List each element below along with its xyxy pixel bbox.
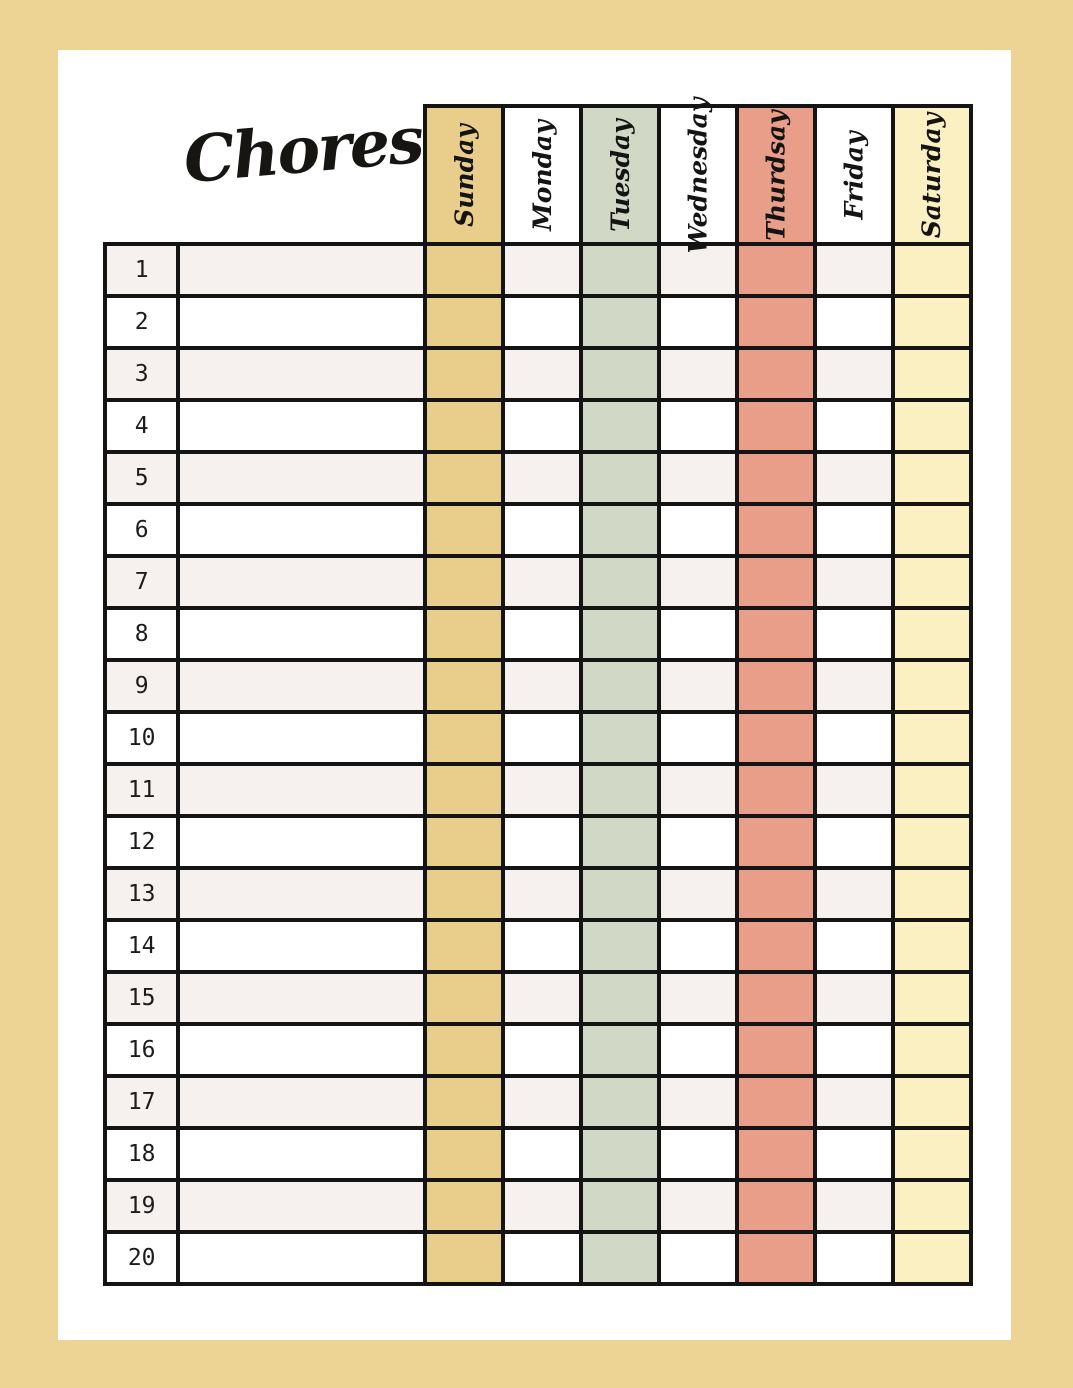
day-header-wrap: [817, 108, 891, 242]
day-check-cell-sunday[interactable]: [425, 712, 503, 764]
day-check-cell-sunday[interactable]: [425, 660, 503, 712]
day-check-cell-tuesday[interactable]: [581, 296, 659, 348]
day-check-cell-wednesday[interactable]: [659, 504, 737, 556]
day-check-cell-wednesday[interactable]: [659, 608, 737, 660]
chore-name-cell[interactable]: [178, 244, 425, 296]
day-check-cell-saturday[interactable]: [893, 816, 971, 868]
day-check-cell-monday[interactable]: [503, 1076, 581, 1128]
day-check-cell-friday[interactable]: [815, 972, 893, 1024]
row-number-cell: 10: [105, 712, 178, 764]
day-check-cell-wednesday[interactable]: [659, 816, 737, 868]
chore-name-cell[interactable]: [178, 764, 425, 816]
day-header-wrap: [739, 108, 813, 242]
day-check-cell-monday[interactable]: [503, 296, 581, 348]
chore-row: [105, 972, 971, 1024]
day-check-cell-tuesday[interactable]: [581, 816, 659, 868]
day-check-cell-monday[interactable]: [503, 504, 581, 556]
chore-row: [105, 712, 971, 764]
header-row: [105, 106, 971, 244]
day-check-cell-wednesday[interactable]: [659, 1180, 737, 1232]
chore-row: [105, 296, 971, 348]
day-check-cell-sunday[interactable]: [425, 972, 503, 1024]
day-check-cell-thurdsay[interactable]: [737, 868, 815, 920]
day-check-cell-monday[interactable]: [503, 348, 581, 400]
day-check-cell-sunday[interactable]: [425, 1232, 503, 1284]
day-check-cell-monday[interactable]: [503, 660, 581, 712]
day-label: Thurdsay: [761, 109, 791, 241]
day-check-cell-wednesday[interactable]: [659, 452, 737, 504]
day-check-cell-thurdsay[interactable]: [737, 452, 815, 504]
day-check-cell-sunday[interactable]: [425, 764, 503, 816]
day-label: Tuesday: [605, 118, 635, 232]
day-check-cell-thurdsay[interactable]: [737, 1076, 815, 1128]
day-check-cell-monday[interactable]: [503, 608, 581, 660]
chore-name-cell[interactable]: [178, 1076, 425, 1128]
chore-row: [105, 1180, 971, 1232]
chore-row: [105, 816, 971, 868]
day-check-cell-thurdsay[interactable]: [737, 1024, 815, 1076]
day-check-cell-monday[interactable]: [503, 1128, 581, 1180]
row-number-cell: 2: [105, 296, 178, 348]
day-check-cell-sunday[interactable]: [425, 244, 503, 296]
day-check-cell-friday[interactable]: [815, 1076, 893, 1128]
day-check-cell-monday[interactable]: [503, 972, 581, 1024]
day-check-cell-sunday[interactable]: [425, 296, 503, 348]
chore-row: [105, 608, 971, 660]
chore-name-cell[interactable]: [178, 816, 425, 868]
row-number-cell: 8: [105, 608, 178, 660]
day-check-cell-monday[interactable]: [503, 1232, 581, 1284]
day-check-cell-saturday[interactable]: [893, 608, 971, 660]
day-check-cell-thurdsay[interactable]: [737, 712, 815, 764]
day-check-cell-tuesday[interactable]: [581, 452, 659, 504]
row-number-cell: 15: [105, 972, 178, 1024]
chore-row: [105, 452, 971, 504]
chore-row: [105, 244, 971, 296]
chore-name-cell[interactable]: [178, 868, 425, 920]
day-check-cell-friday[interactable]: [815, 1024, 893, 1076]
day-check-cell-wednesday[interactable]: [659, 1024, 737, 1076]
day-check-cell-saturday[interactable]: [893, 660, 971, 712]
day-header-friday: [815, 106, 893, 244]
table-body: [105, 244, 971, 1284]
chore-row: [105, 348, 971, 400]
day-check-cell-friday[interactable]: [815, 660, 893, 712]
day-check-cell-wednesday[interactable]: [659, 1128, 737, 1180]
day-header-saturday: [893, 106, 971, 244]
chore-row: [105, 660, 971, 712]
day-check-cell-sunday[interactable]: [425, 1076, 503, 1128]
day-check-cell-tuesday[interactable]: [581, 1128, 659, 1180]
day-check-cell-monday[interactable]: [503, 712, 581, 764]
day-check-cell-saturday[interactable]: [893, 1076, 971, 1128]
day-check-cell-sunday[interactable]: [425, 816, 503, 868]
day-check-cell-thurdsay[interactable]: [737, 296, 815, 348]
row-number-cell: 12: [105, 816, 178, 868]
day-check-cell-thurdsay[interactable]: [737, 244, 815, 296]
day-check-cell-sunday[interactable]: [425, 868, 503, 920]
day-check-cell-saturday[interactable]: [893, 1232, 971, 1284]
day-check-cell-tuesday[interactable]: [581, 660, 659, 712]
chore-row: [105, 1024, 971, 1076]
row-number-cell: 7: [105, 556, 178, 608]
chore-name-cell[interactable]: [178, 972, 425, 1024]
title-spacer: [105, 106, 425, 244]
day-check-cell-thurdsay[interactable]: [737, 1232, 815, 1284]
chore-row: [105, 1076, 971, 1128]
day-check-cell-monday[interactable]: [503, 400, 581, 452]
row-number-cell: 14: [105, 920, 178, 972]
row-number-cell: 11: [105, 764, 178, 816]
day-check-cell-saturday[interactable]: [893, 296, 971, 348]
chore-row: [105, 556, 971, 608]
chore-row: [105, 1232, 971, 1284]
day-check-cell-tuesday[interactable]: [581, 1180, 659, 1232]
chores-table: [103, 97, 973, 1286]
page-title: Chores: [180, 102, 426, 198]
day-check-cell-thurdsay[interactable]: [737, 920, 815, 972]
day-check-cell-friday[interactable]: [815, 764, 893, 816]
day-header-sunday: [425, 106, 503, 244]
day-check-cell-tuesday[interactable]: [581, 1232, 659, 1284]
day-check-cell-wednesday[interactable]: [659, 556, 737, 608]
day-check-cell-sunday[interactable]: [425, 504, 503, 556]
chore-name-cell[interactable]: [178, 608, 425, 660]
chore-name-cell[interactable]: [178, 712, 425, 764]
day-check-cell-monday[interactable]: [503, 816, 581, 868]
day-check-cell-wednesday[interactable]: [659, 296, 737, 348]
day-check-cell-saturday[interactable]: [893, 556, 971, 608]
day-check-cell-wednesday[interactable]: [659, 764, 737, 816]
chore-row: [105, 868, 971, 920]
day-header-wednesday: [659, 97, 737, 253]
day-check-cell-monday[interactable]: [503, 1180, 581, 1232]
day-check-cell-tuesday[interactable]: [581, 608, 659, 660]
day-check-cell-sunday[interactable]: [425, 1128, 503, 1180]
day-check-cell-friday[interactable]: [815, 296, 893, 348]
day-check-cell-friday[interactable]: [815, 452, 893, 504]
row-number-cell: 3: [105, 348, 178, 400]
day-check-cell-saturday[interactable]: [893, 868, 971, 920]
chore-name-cell[interactable]: [178, 1180, 425, 1232]
day-check-cell-tuesday[interactable]: [581, 504, 659, 556]
day-label: Wednesday: [683, 97, 713, 253]
row-number-cell: 19: [105, 1180, 178, 1232]
table-header: [105, 97, 971, 253]
day-check-cell-wednesday[interactable]: [659, 660, 737, 712]
day-check-cell-friday[interactable]: [815, 868, 893, 920]
row-number-cell: 20: [105, 1232, 178, 1284]
day-check-cell-wednesday[interactable]: [659, 972, 737, 1024]
chore-row: [105, 504, 971, 556]
day-check-cell-sunday[interactable]: [425, 556, 503, 608]
day-check-cell-saturday[interactable]: [893, 1180, 971, 1232]
day-check-cell-friday[interactable]: [815, 400, 893, 452]
day-check-cell-thurdsay[interactable]: [737, 816, 815, 868]
row-number-cell: 5: [105, 452, 178, 504]
day-check-cell-wednesday[interactable]: [659, 1076, 737, 1128]
day-check-cell-sunday[interactable]: [425, 348, 503, 400]
day-check-cell-tuesday[interactable]: [581, 764, 659, 816]
day-check-cell-saturday[interactable]: [893, 764, 971, 816]
day-check-cell-tuesday[interactable]: [581, 348, 659, 400]
day-check-cell-thurdsay[interactable]: [737, 660, 815, 712]
day-check-cell-friday[interactable]: [815, 504, 893, 556]
chore-name-cell[interactable]: [178, 1232, 425, 1284]
day-check-cell-wednesday[interactable]: [659, 920, 737, 972]
day-check-cell-saturday[interactable]: [893, 244, 971, 296]
day-check-cell-tuesday[interactable]: [581, 712, 659, 764]
row-number-cell: 16: [105, 1024, 178, 1076]
day-check-cell-friday[interactable]: [815, 816, 893, 868]
day-label: Monday: [527, 119, 557, 231]
day-check-cell-saturday[interactable]: [893, 972, 971, 1024]
day-header-wrap: [583, 108, 657, 242]
day-check-cell-tuesday[interactable]: [581, 244, 659, 296]
day-check-cell-thurdsay[interactable]: [737, 504, 815, 556]
day-check-cell-friday[interactable]: [815, 1232, 893, 1284]
day-check-cell-wednesday[interactable]: [659, 1232, 737, 1284]
day-check-cell-thurdsay[interactable]: [737, 972, 815, 1024]
row-number-cell: 6: [105, 504, 178, 556]
day-check-cell-saturday[interactable]: [893, 1024, 971, 1076]
paper-sheet: [58, 50, 1011, 1340]
day-check-cell-thurdsay[interactable]: [737, 348, 815, 400]
day-check-cell-thurdsay[interactable]: [737, 556, 815, 608]
day-check-cell-wednesday[interactable]: [659, 400, 737, 452]
day-check-cell-friday[interactable]: [815, 556, 893, 608]
day-check-cell-tuesday[interactable]: [581, 920, 659, 972]
day-check-cell-saturday[interactable]: [893, 712, 971, 764]
chore-row: [105, 1128, 971, 1180]
day-check-cell-wednesday[interactable]: [659, 348, 737, 400]
chore-row: [105, 400, 971, 452]
day-check-cell-friday[interactable]: [815, 712, 893, 764]
chore-name-cell[interactable]: [178, 400, 425, 452]
chore-name-cell[interactable]: [178, 1024, 425, 1076]
day-check-cell-friday[interactable]: [815, 244, 893, 296]
day-label: Friday: [839, 130, 869, 220]
day-check-cell-saturday[interactable]: [893, 504, 971, 556]
chore-name-cell[interactable]: [178, 1128, 425, 1180]
day-check-cell-monday[interactable]: [503, 452, 581, 504]
day-check-cell-monday[interactable]: [503, 920, 581, 972]
day-label: Saturday: [917, 112, 947, 238]
day-header-wrap: [661, 97, 735, 253]
chore-name-cell[interactable]: [178, 452, 425, 504]
day-check-cell-friday[interactable]: [815, 608, 893, 660]
day-check-cell-monday[interactable]: [503, 764, 581, 816]
day-check-cell-saturday[interactable]: [893, 920, 971, 972]
day-check-cell-sunday[interactable]: [425, 920, 503, 972]
chore-name-cell[interactable]: [178, 660, 425, 712]
day-check-cell-tuesday[interactable]: [581, 972, 659, 1024]
day-check-cell-thurdsay[interactable]: [737, 400, 815, 452]
row-number-cell: 17: [105, 1076, 178, 1128]
day-check-cell-friday[interactable]: [815, 1180, 893, 1232]
chore-name-cell[interactable]: [178, 556, 425, 608]
day-header-thurdsay: [737, 106, 815, 244]
chore-row: [105, 920, 971, 972]
day-check-cell-thurdsay[interactable]: [737, 1128, 815, 1180]
day-check-cell-tuesday[interactable]: [581, 868, 659, 920]
day-check-cell-thurdsay[interactable]: [737, 764, 815, 816]
day-check-cell-sunday[interactable]: [425, 608, 503, 660]
day-check-cell-sunday[interactable]: [425, 400, 503, 452]
day-header-monday: [503, 106, 581, 244]
day-check-cell-tuesday[interactable]: [581, 1076, 659, 1128]
row-number-cell: 13: [105, 868, 178, 920]
day-check-cell-friday[interactable]: [815, 920, 893, 972]
chore-row: [105, 764, 971, 816]
day-header-wrap: [427, 108, 501, 242]
day-check-cell-sunday[interactable]: [425, 1180, 503, 1232]
day-check-cell-monday[interactable]: [503, 556, 581, 608]
day-check-cell-saturday[interactable]: [893, 452, 971, 504]
day-check-cell-saturday[interactable]: [893, 400, 971, 452]
day-check-cell-friday[interactable]: [815, 348, 893, 400]
day-check-cell-wednesday[interactable]: [659, 868, 737, 920]
row-number-cell: 4: [105, 400, 178, 452]
day-check-cell-monday[interactable]: [503, 1024, 581, 1076]
day-check-cell-thurdsay[interactable]: [737, 1180, 815, 1232]
day-check-cell-tuesday[interactable]: [581, 400, 659, 452]
day-check-cell-monday[interactable]: [503, 868, 581, 920]
row-number-cell: 9: [105, 660, 178, 712]
chore-name-cell[interactable]: [178, 504, 425, 556]
day-header-tuesday: [581, 106, 659, 244]
day-check-cell-saturday[interactable]: [893, 1128, 971, 1180]
day-header-wrap: [895, 108, 969, 242]
day-label: Sunday: [449, 123, 479, 227]
day-check-cell-wednesday[interactable]: [659, 712, 737, 764]
day-check-cell-sunday[interactable]: [425, 452, 503, 504]
day-check-cell-saturday[interactable]: [893, 348, 971, 400]
day-check-cell-thurdsay[interactable]: [737, 608, 815, 660]
chore-name-cell[interactable]: [178, 348, 425, 400]
day-check-cell-sunday[interactable]: [425, 1024, 503, 1076]
day-check-cell-tuesday[interactable]: [581, 556, 659, 608]
row-number-cell: 18: [105, 1128, 178, 1180]
day-check-cell-monday[interactable]: [503, 244, 581, 296]
chore-name-cell[interactable]: [178, 296, 425, 348]
day-check-cell-friday[interactable]: [815, 1128, 893, 1180]
day-header-wrap: [505, 108, 579, 242]
chore-name-cell[interactable]: [178, 920, 425, 972]
row-number-cell: 1: [105, 244, 178, 296]
day-check-cell-tuesday[interactable]: [581, 1024, 659, 1076]
